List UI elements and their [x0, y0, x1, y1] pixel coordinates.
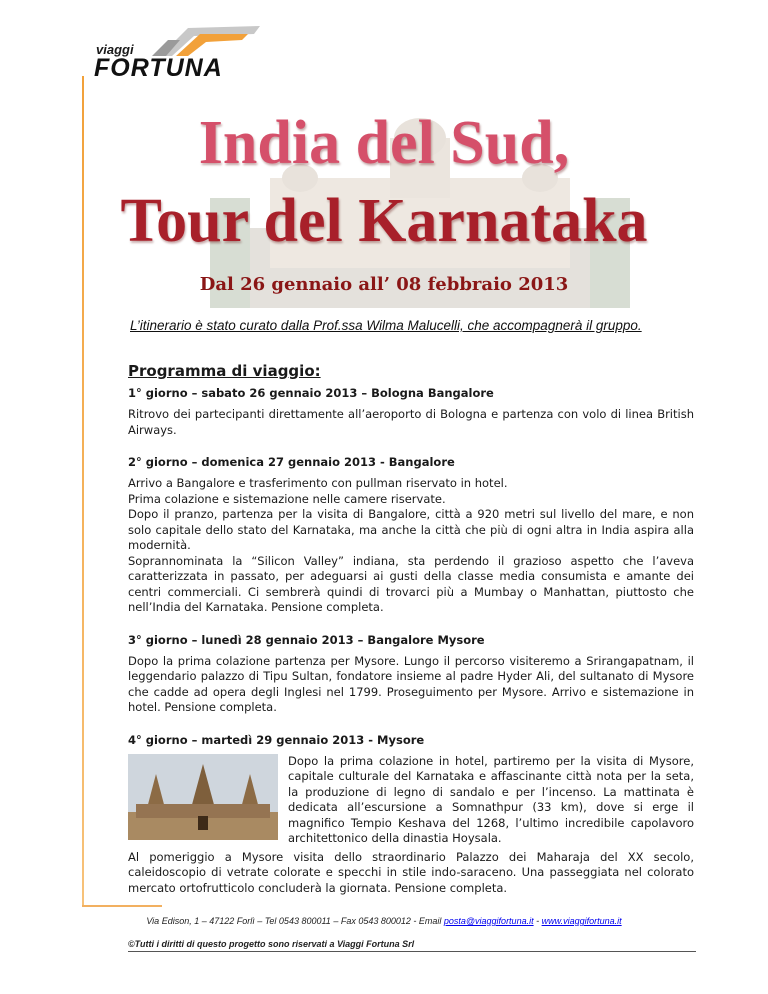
day-heading: 3° giorno – lunedì 28 gennaio 2013 – Bangalore Mysore: [128, 632, 485, 647]
day-text-line: Soprannominata la “Silicon Valley” indiana, sta perdendo il grazioso aspetto che l’aveva caratterizzata in passato, per adeguarsi ai gusti della classe media consumista e amante dei centri commerciali. Ci sembrerà quindi di trovarci più a Mumbay o Manhattan, piuttosto che nell’India del Karnataka. Pensione completa.: [128, 553, 694, 614]
program-content: [128, 362, 694, 913]
day-heading: 2° giorno – domenica 27 gennaio 2013 - Bangalore: [128, 455, 455, 469]
day-text-line: Dopo il pranzo, partenza per la visita di Bangalore, città a 920 metri sul livello del mare, e non solo capitale dello stato del Karnataka, ma anche la città che più di ogni altra in India aspira alla modernità.: [128, 507, 694, 552]
title-line-2: Tour del Karnataka: [120, 187, 648, 255]
curator-note: L’itinerario è stato curato dalla Prof.ssa Wilma Malucelli, che accompagnerà il gruppo.: [130, 318, 642, 333]
footer-separator: -: [533, 916, 542, 926]
footer-divider: [128, 951, 696, 952]
day-text: Al pomeriggio a Mysore visita dello straordinario Palazzo dei Maharaja del XX secolo, caleidoscopio di vetrate colorate e specchi in stile indo-saraceno. Una passeggiata nel colorato mercato ortofrutticolo concluderà la giornata. Pensione completa.: [128, 849, 694, 895]
logo-small-text: viaggi: [96, 42, 134, 57]
day-4-block: [128, 754, 694, 846]
email-link[interactable]: posta@viaggifortuna.it: [443, 916, 534, 926]
day-heading: 1° giorno – sabato 26 gennaio 2013 – Bologna Bangalore: [128, 386, 494, 400]
temple-photo: [128, 754, 278, 840]
logo-big-text: FORTUNA: [94, 54, 223, 82]
program-heading: Programma di viaggio:: [128, 362, 321, 380]
viaggi-fortuna-logo: [92, 24, 267, 86]
day-text: Dopo la prima colazione in hotel, partiremo per la visita di Mysore, capitale culturale del Karnataka e affascinante città nota per la seta, la produzione di legno di sandalo e per l’incenso. La mattinata è dedicata all’escursione a Somnathpur (33 km), dove si erge il magnifico Tempio Keshava del 1268, l’ultimo incredibile capolavoro architettonico della dinastia Hoysala.: [288, 753, 694, 845]
title-line-1: India del Sud,: [198, 109, 570, 177]
copyright-note: ©Tutti i diritti di questo progetto sono riservati a Viaggi Fortuna Srl: [128, 939, 415, 949]
day-heading: 4° giorno – martedì 29 gennaio 2013 - Mysore: [128, 732, 425, 747]
website-link[interactable]: www.viaggifortuna.it: [541, 916, 622, 926]
trip-dates: Dal 26 gennaio all’ 08 febbraio 2013: [199, 274, 569, 295]
day-text: [128, 476, 694, 616]
footer-contacts: [0, 916, 768, 926]
logo-wings-icon: [150, 24, 270, 58]
day-text: Ritrovo dei partecipanti direttamente all’aeroporto di Bologna e partenza con volo di linea British Airways.: [128, 407, 694, 437]
day-text-line: Prima colazione e sistemazione nelle camere riservate.: [128, 491, 446, 506]
day-text-line: Arrivo a Bangalore e trasferimento con pullman riservato in hotel.: [128, 476, 508, 490]
day-text: Dopo la prima colazione partenza per Mysore. Lungo il percorso visiteremo a Srirangapatnam, il leggendario palazzo di Tipu Sultan, fondatore insieme al padre Hyder Ali, del sultanato di Mysore che cadde ad opera degli Inglesi nel 1799. Proseguimento per Mysore. Arrivo e sistemazione in hotel. Pensione completa.: [128, 653, 694, 714]
footer-address: Via Edison, 1 – 47122 Forlì – Tel 0543 800011 – Fax 0543 800012 - Email: [146, 916, 444, 926]
